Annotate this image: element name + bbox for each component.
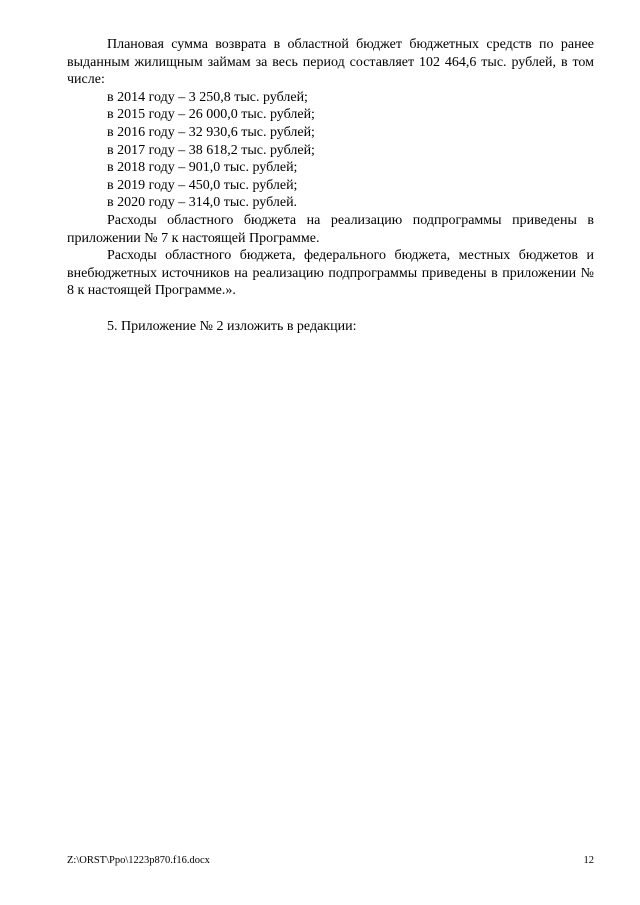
list-item-year-2017: в 2017 году – 38 618,2 тыс. рублей; <box>107 142 315 158</box>
list-item-year-2018: в 2018 году – 901,0 тыс. рублей; <box>107 160 298 176</box>
paragraph-item-5: 5. Приложение № 2 изложить в редакции: <box>107 318 357 334</box>
document-body <box>67 36 594 336</box>
list-item-year-2014: в 2014 году – 3 250,8 тыс. рублей; <box>107 89 308 105</box>
paragraph-repayment-intro: Плановая сумма возврата в областной бюджет бюджетных средств по ранее выданным жилищным займам за весь период составляет 102 464,6 тыс. рублей, в том числе: <box>67 37 594 88</box>
paragraph-all-sources-expenses: Расходы областного бюджета, федерального бюджета, местных бюджетов и внебюджетных источников на реализацию подпрограммы приведены в приложении № 8 к настоящей Программе.». <box>67 248 594 299</box>
list-item-year-2015: в 2015 году – 26 000,0 тыс. рублей; <box>107 107 315 123</box>
footer-file-path: Z:\ORST\Ppo\1223p870.f16.docx <box>67 855 210 866</box>
paragraph-regional-expenses: Расходы областного бюджета на реализацию подпрограммы приведены в приложении № 7 к настоящей Программе. <box>67 212 594 246</box>
paragraph-spacer <box>67 300 594 318</box>
list-item-year-2019: в 2019 году – 450,0 тыс. рублей; <box>107 177 298 193</box>
footer-page-number: 12 <box>583 855 594 866</box>
list-item-year-2016: в 2016 году – 32 930,6 тыс. рублей; <box>107 124 315 140</box>
list-item-year-2020: в 2020 году – 314,0 тыс. рублей. <box>107 195 298 211</box>
